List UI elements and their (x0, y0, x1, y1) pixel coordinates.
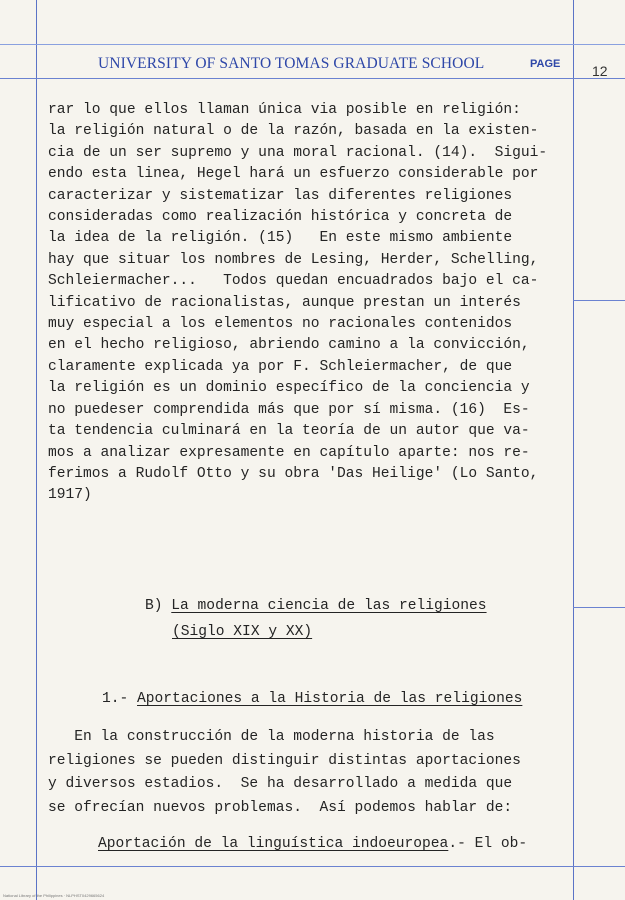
text-line: ferimos a Rudolf Otto y su obra 'Das Heilige' (Lo Santo, (48, 465, 539, 482)
page-number: 12 (592, 63, 608, 79)
text-line: En la construcción de la moderna historia de las (48, 729, 495, 745)
text-line: y diversos estadios. Se ha desarrollado a medida que (48, 776, 513, 792)
text-line: hay que situar los nombres de Lesing, Herder, Schelling, (48, 251, 539, 268)
text-line: caracterizar y sistematizar las diferentes religiones (48, 187, 513, 204)
section-b-heading (145, 598, 487, 614)
section-b-prefix: B) (145, 598, 172, 614)
text-line: 1917) (48, 487, 92, 504)
text-line: religiones se pueden distinguir distintas aportaciones (48, 752, 521, 769)
footer-rule (0, 866, 625, 867)
header-bottom-rule (0, 78, 625, 79)
right-tick-1 (573, 300, 625, 301)
archive-credit: National Library of the Philippines · NLPHST0429665624 (3, 893, 105, 898)
text-line: cia de un ser supremo y una moral racional. (14). Sigui- (48, 144, 548, 161)
body-paragraph-2 (48, 726, 558, 820)
subsection-1-prefix: 1.- (102, 691, 138, 707)
text-line: no puedeser comprendida más que por sí misma. (16) Es- (48, 401, 530, 418)
text-line: consideradas como realización histórica y concreta de (48, 209, 513, 226)
final-line-rest: .- El ob- (448, 836, 528, 852)
subsection-1-heading (102, 691, 522, 707)
section-b-subtitle: (Siglo XIX y XX) (172, 624, 313, 640)
section-b-title: La moderna ciencia de las religiones (171, 598, 487, 614)
text-line: claramente explicada ya por F. Schleiermacher, de que (48, 358, 513, 375)
text-line: ta tendencia culminará en la teoría de un autor que va- (48, 423, 530, 440)
header-top-rule (0, 44, 625, 45)
text-line: en el hecho religioso, abriendo camino a la convicción, (48, 337, 530, 354)
text-line: lificativo de racionalistas, aunque prestan un interés (48, 294, 521, 311)
text-line: endo esta linea, Hegel hará un esfuerzo considerable por (48, 166, 539, 183)
text-line: rar lo que ellos llaman única via posible en religión: (48, 102, 521, 118)
text-line: Schleiermacher... Todos quedan encuadrados bajo el ca- (48, 273, 539, 290)
text-line: muy especial a los elementos no racionales contenidos (48, 316, 513, 333)
final-line (98, 836, 527, 852)
school-header: UNIVERSITY OF SANTO TOMAS GRADUATE SCHOOL (98, 55, 485, 72)
body-paragraph (48, 100, 558, 507)
text-line: la idea de la religión. (15) En este mismo ambiente (48, 230, 513, 247)
text-line: la religión es un dominio específico de la conciencia y (48, 380, 530, 397)
left-margin-line (36, 0, 37, 900)
page-label: PAGE (530, 58, 561, 70)
text-line: se ofrecían nuevos problemas. Así podemos hablar de: (48, 799, 513, 816)
final-line-heading: Aportación de la linguística indoeuropea (98, 836, 449, 852)
text-line: la religión natural o de la razón, basada en la existen- (48, 123, 539, 140)
right-margin-line (573, 0, 574, 900)
text-line: mos a analizar expresamente en capítulo aparte: nos re- (48, 444, 530, 461)
right-tick-2 (573, 607, 625, 608)
subsection-1-title: Aportaciones a la Historia de las religiones (137, 691, 523, 707)
